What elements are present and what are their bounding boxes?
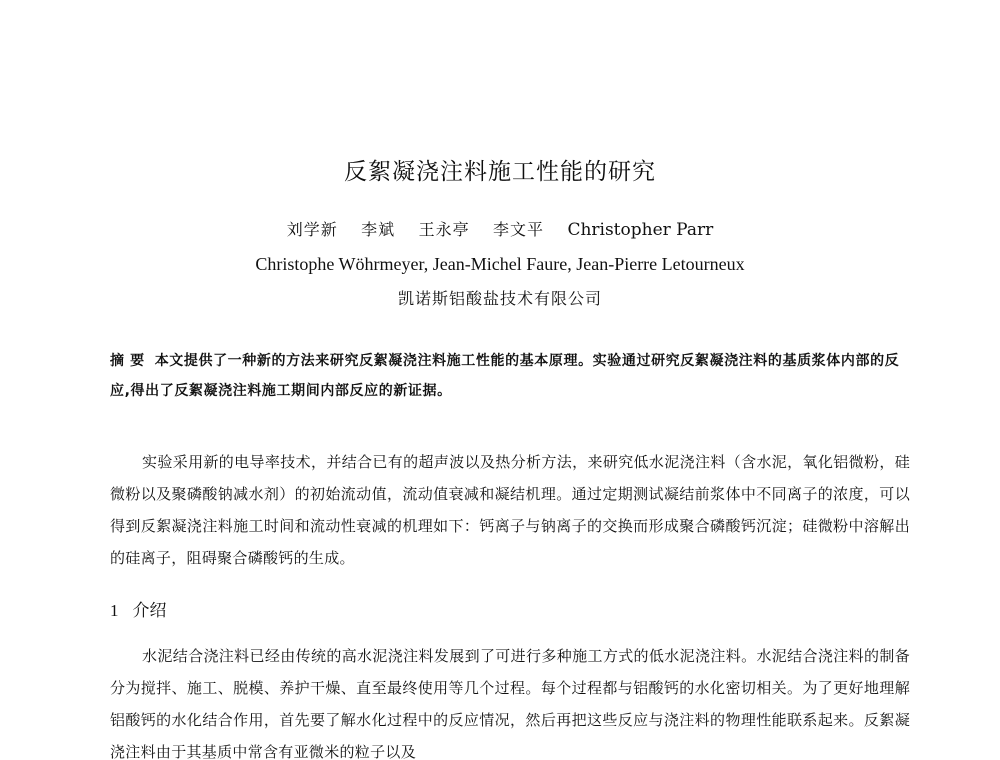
section-number: 1 bbox=[110, 601, 119, 620]
author-name: 李斌 bbox=[361, 220, 396, 239]
abstract-label: 摘 要 bbox=[110, 353, 145, 369]
section-title: 介绍 bbox=[132, 601, 167, 621]
abstract-text: 本文提供了一种新的方法来研究反絮凝浇注料施工性能的基本原理。实验通过研究反絮凝浇注料的基质浆体内部的反应,得出了反絮凝浇注料施工期间内部反应的新证据。 bbox=[110, 353, 900, 399]
author-list-line-2: Christophe Wöhrmeyer, Jean-Michel Faure, Jean-Pierre Letourneux bbox=[255, 254, 745, 274]
paper-title: 反絮凝浇注料施工性能的研究 bbox=[344, 159, 656, 185]
section-paragraph: 水泥结合浇注料已经由传统的高水泥浇注料发展到了可进行多种施工方式的低水泥浇注料。水泥结合浇注料的制备分为搅拌、施工、脱模、养护干燥、直至最终使用等几个过程。每个过程都与铝酸钙的水化密切相关。为了更好地理解铝酸钙的水化结合作用，首先要了解水化过程中的反应情况，然后再把这些反应与浇注料的物理性能联系起来。反絮凝浇注料由于其基质中常含有亚微米的粒子以及 bbox=[110, 647, 910, 760]
author-name: 刘学新 bbox=[286, 220, 338, 239]
author-list-line-1 bbox=[0, 217, 1000, 240]
abstract bbox=[110, 346, 910, 406]
intro-paragraph: 实验采用新的电导率技术，并结合已有的超声波以及热分析方法，来研究低水泥浇注料（含水泥，氧化铝微粉，硅微粉以及聚磷酸钠减水剂）的初始流动值，流动值衰减和凝结机理。通过定期测试凝结前浆体中不同离子的浓度，可以得到反絮凝浇注料施工时间和流动性衰减的机理如下：钙离子与钠离子的交换而形成聚合磷酸钙沉淀；硅微粉中溶解出的硅离子，阻碍聚合磷酸钙的生成。 bbox=[110, 453, 910, 567]
author-name: Christopher Parr bbox=[567, 220, 714, 240]
affiliation: 凯诺斯铝酸盐技术有限公司 bbox=[397, 289, 602, 308]
author-name: 王永亭 bbox=[418, 220, 470, 239]
section-heading bbox=[110, 596, 167, 621]
author-name: 李文平 bbox=[493, 220, 545, 239]
